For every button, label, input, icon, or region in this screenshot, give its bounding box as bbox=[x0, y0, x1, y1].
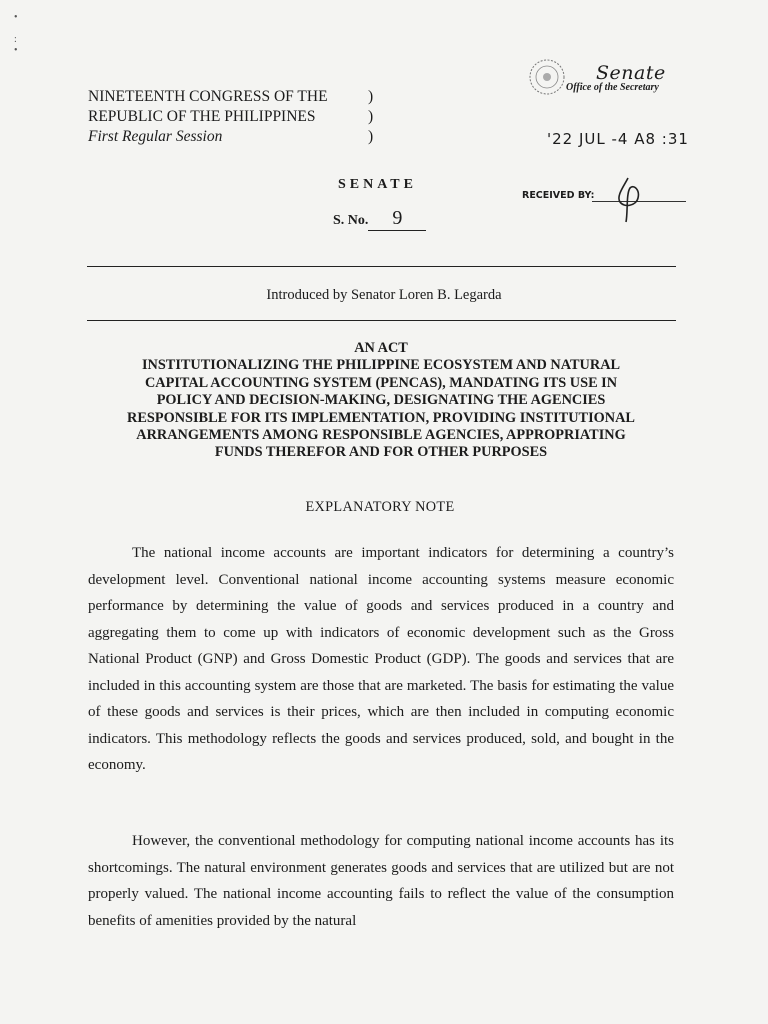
introduced-by: Introduced by Senator Loren B. Legarda bbox=[266, 287, 502, 303]
bill-number-value: 9 bbox=[368, 207, 426, 231]
bill-number-label: S. No. bbox=[333, 213, 369, 228]
act-title-line: ARRANGEMENTS AMONG RESPONSIBLE AGENCIES, APPROPRIATING bbox=[136, 427, 626, 444]
bill-number bbox=[333, 207, 426, 231]
paragraph-text: However, the conventional methodology for computing national income accounts has its shortcomings. The natural environment generates goods and services that are utilized but are not properly valued. The national income accounting fails to reflect the value of the consumption benefits of amenities provided by the natural bbox=[88, 833, 674, 929]
scan-specks: • : • bbox=[14, 12, 18, 56]
paren-3: ) bbox=[368, 128, 374, 145]
explanatory-note-heading: EXPLANATORY NOTE bbox=[305, 499, 455, 515]
act-title bbox=[90, 340, 672, 462]
paren-1: ) bbox=[368, 88, 374, 105]
divider-top bbox=[87, 266, 676, 267]
stamp-senate: Senate bbox=[596, 62, 666, 84]
act-title-line: POLICY AND DECISION-MAKING, DESIGNATING THE AGENCIES bbox=[156, 392, 606, 409]
received-by-label: RECEIVED BY: bbox=[522, 190, 595, 201]
act-title-line: RESPONSIBLE FOR ITS IMPLEMENTATION, PROVIDING INSTITUTIONAL bbox=[127, 409, 635, 426]
congress-header bbox=[88, 87, 328, 147]
chamber-label: SENATE bbox=[338, 177, 417, 192]
act-title-line: INSTITUTIONALIZING THE PHILIPPINE ECOSYSTEM AND NATURAL bbox=[141, 357, 621, 374]
senate-seal-icon bbox=[528, 58, 566, 96]
act-title-line: FUNDS THEREFOR AND FOR OTHER PURPOSES bbox=[214, 444, 548, 461]
stamp-date: '22 JUL -4 A8 :31 bbox=[547, 130, 689, 148]
paragraph-2 bbox=[88, 828, 674, 934]
paragraph-1 bbox=[88, 540, 674, 779]
stamp-office: Office of the Secretary bbox=[566, 82, 659, 93]
paragraph-text: The national income accounts are important indicators for determining a country’s development level. Conventional national income accounting systems measure economic performance by determining the value of goods and services produced in a country and aggregating them to come up with indicators of economic development such as the Gross National Product (GNP) and Gross Domestic Product (GDP). The goods and services that are included in this accounting system are those that are marketed. The basis for estimating the value of these goods and services is their prices, which are then included in computing economic indicators. This methodology reflects the goods and services produced, sold, and bought in the economy. bbox=[88, 545, 674, 773]
header-parentheses bbox=[368, 87, 373, 147]
paren-2: ) bbox=[368, 108, 374, 125]
congress-line-1: NINETEENTH CONGRESS OF THE bbox=[88, 88, 328, 105]
act-heading: AN ACT bbox=[354, 340, 408, 356]
session-label: First Regular Session bbox=[88, 128, 223, 145]
congress-line-2: REPUBLIC OF THE PHILIPPINES bbox=[88, 108, 316, 125]
act-title-line: CAPITAL ACCOUNTING SYSTEM (PENCAS), MANDATING ITS USE IN bbox=[144, 374, 618, 391]
divider-bottom bbox=[87, 320, 676, 321]
signature-icon bbox=[606, 176, 656, 224]
